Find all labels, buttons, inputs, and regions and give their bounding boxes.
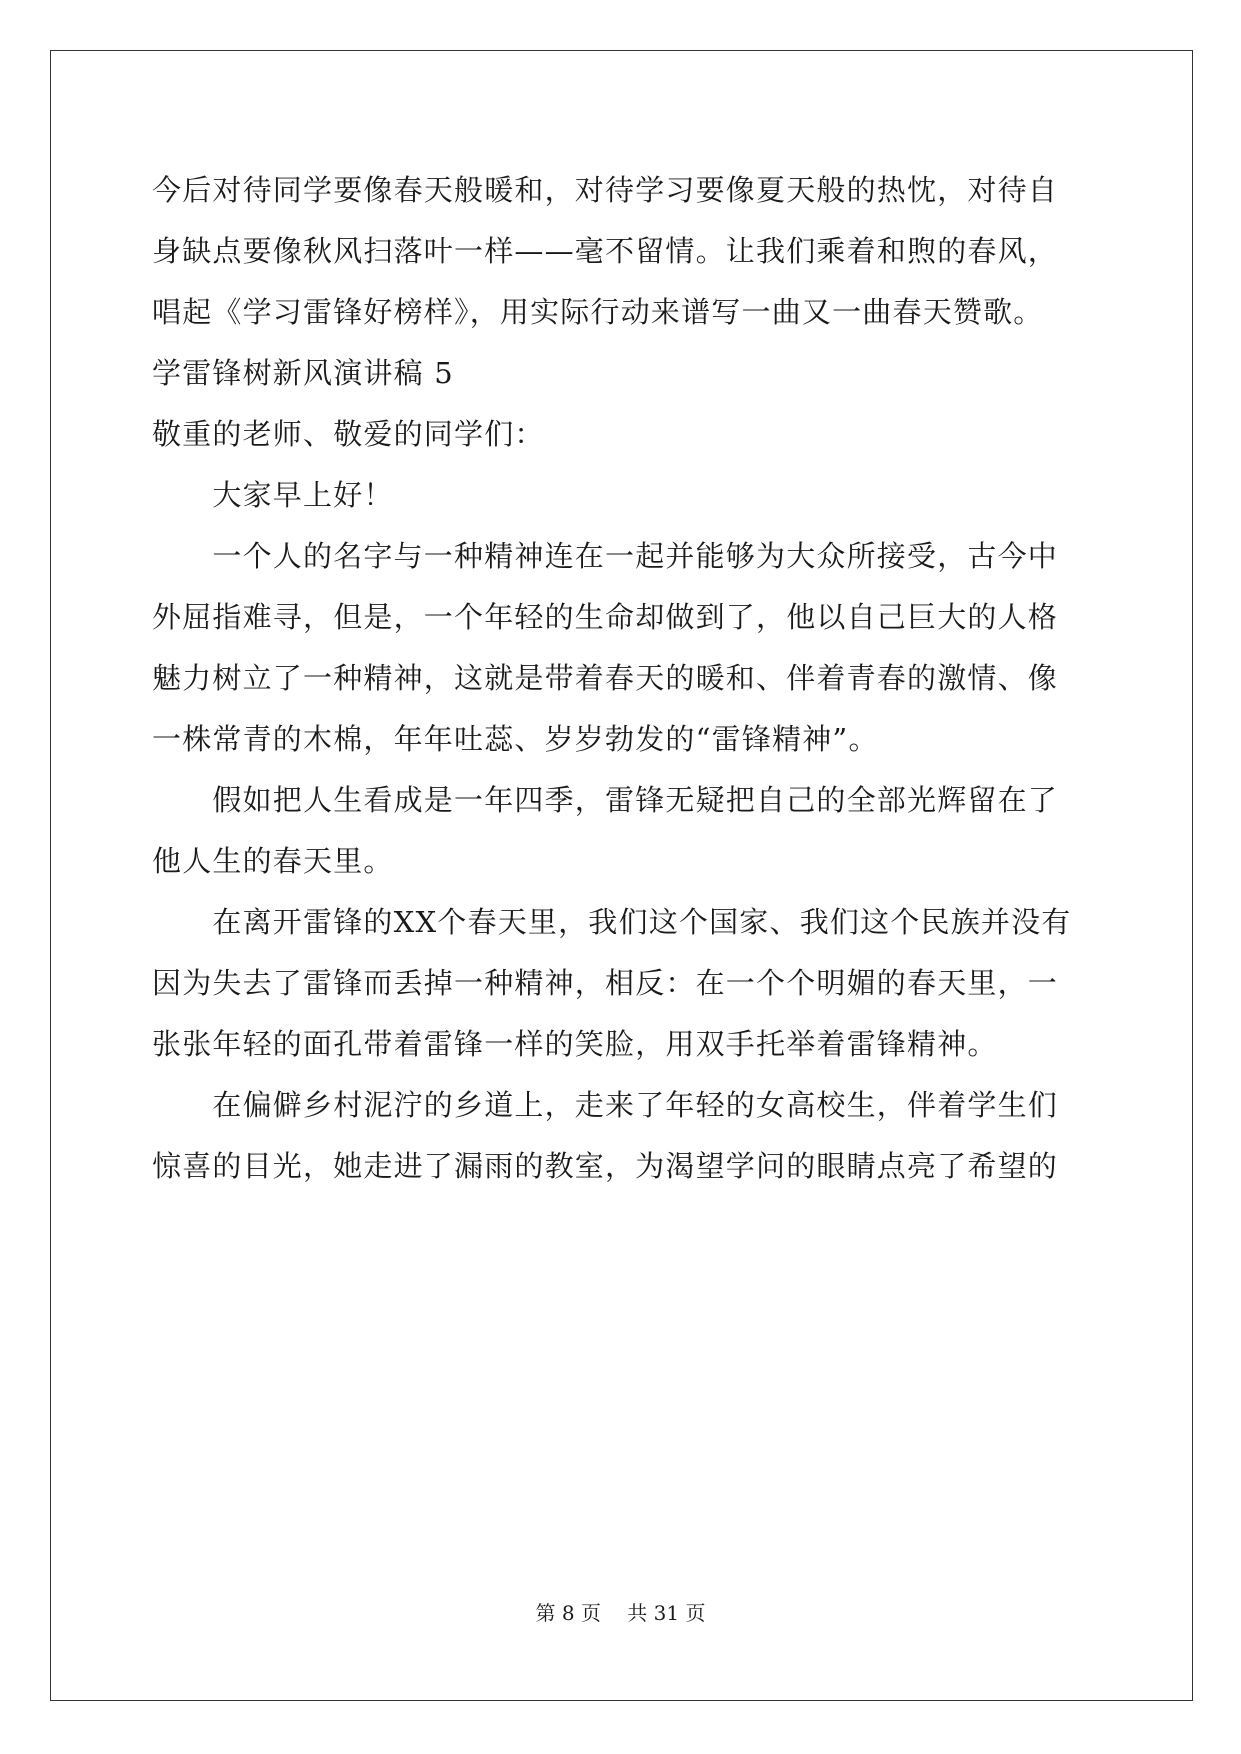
text-line-7: 一个人的名字与一种精神连在一起并能够为大众所接受，古今中 — [152, 539, 1059, 573]
text-line-9: 魅力树立了一种精神，这就是带着春天的暖和、伴着青春的激情、像 — [152, 661, 1059, 695]
text-line-15: 张张年轻的面孔带着雷锋一样的笑脸，用双手托举着雷锋精神。 — [152, 1027, 998, 1061]
text-line-2: 身缺点要像秋风扫落叶一样——毫不留情。让我们乘着和煦的春风， — [152, 234, 1059, 268]
text-line-3: 唱起《学习雷锋好榜样》，用实际行动来谱写一曲又一曲春天赞歌。 — [152, 295, 1044, 329]
text-line-13: 在离开雷锋的XX个春天里，我们这个国家、我们这个民族并没有 — [152, 905, 1072, 939]
text-line-1: 今后对待同学要像春天般暖和，对待学习要像夏天般的热忱，对待自 — [152, 173, 1059, 207]
section-heading: 学雷锋树新风演讲稿 5 — [152, 356, 454, 390]
text-line-17: 惊喜的目光，她走进了漏雨的教室，为渴望学问的眼睛点亮了希望的 — [152, 1149, 1059, 1183]
text-line-10: 一株常青的木棉，年年吐蕊、岁岁勃发的“雷锋精神”。 — [152, 722, 879, 756]
text-line-14: 因为失去了雷锋而丢掉一种精神，相反：在一个个明媚的春天里，一 — [152, 966, 1059, 1000]
text-line-8: 外屈指难寻，但是，一个年轻的生命却做到了，他以自己巨大的人格 — [152, 600, 1059, 634]
salutation: 敬重的老师、敬爱的同学们： — [152, 417, 545, 451]
text-line-12: 他人生的春天里。 — [152, 844, 394, 878]
page-number-footer: 第 8 页 共 31 页 — [535, 1601, 706, 1625]
text-line-11: 假如把人生看成是一年四季，雷锋无疑把自己的全部光辉留在了 — [152, 783, 1059, 817]
text-line-16: 在偏僻乡村泥泞的乡道上，走来了年轻的女高校生，伴着学生们 — [152, 1088, 1059, 1122]
greeting: 大家早上好！ — [152, 478, 394, 512]
